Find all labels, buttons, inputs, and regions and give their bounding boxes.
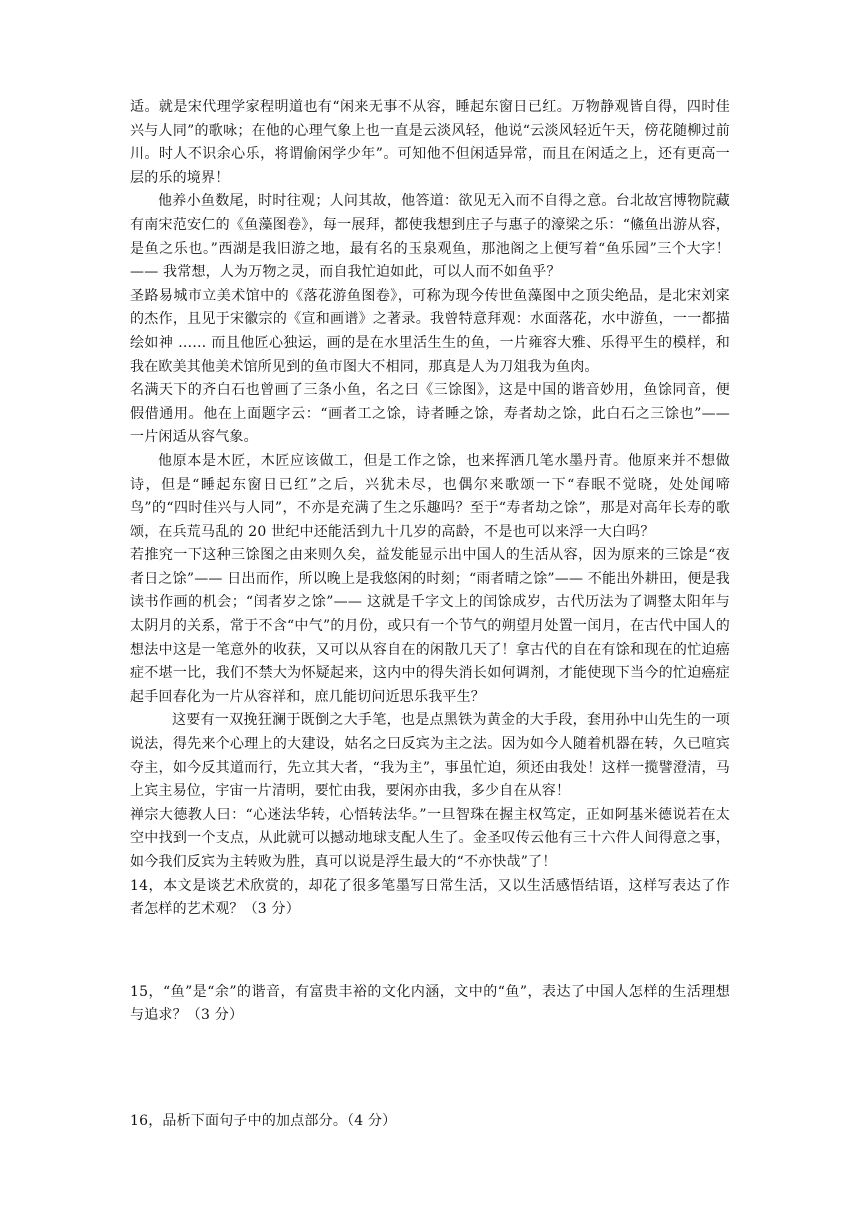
paragraph-6: 若推究一下这种三馀图之由来则久矣，益发能显示出中国人的生活从容，因为原来的三馀是“夜者日之馀”—— 日出而作，所以晚上是我悠闲的时刻；“雨者晴之馀”—— 不能出外耕田，便是我读书作画的机会；“闰者岁之馀”—— 这就是千字文上的闰馀成岁，古代历法为了调整太阳年与太阴月的关系，常于不含“中气”的月份，或只有一个节气的朔望月处置一闰月，在古代中国人的想法中这是一笔意外的收获，又可以从容自在的闲散几天了！拿古代的自在有馀和现在的忙迫癌症不堪一比，我们不禁大为怀疑起来，这内中的得失消长如何调剂，才能使现下当今的忙迫癌症起手回春化为一片从容祥和，庶几能切问近思乐我平生？: [130, 547, 730, 705]
question-14: 14，本文是谈艺术欣赏的，却花了很多笔墨写日常生活，又以生活感悟结语，这样写表达了作者怎样的艺术观？（3 分）: [130, 877, 730, 918]
paragraph-5: 他原本是木匠，木匠应该做工，但是工作之馀，也来挥洒几笔水墨丹青。他原来并不想做诗，但是“睡起东窗日已红”之后，兴犹未尽，也偶尔来歌颂一下“春眠不觉晓，处处闻啼鸟”的“四时佳兴与人同”，不亦是充满了生之乐趣吗？至于“寿者劫之馀”，那是对高年长寿的歌颂，在兵荒马乱的 20 世纪中还能活到九十几岁的高龄，不是也可以来浮一大白吗？: [130, 452, 730, 540]
paragraph-2: 他养小鱼数尾，时时往观；人问其故，他答道：欲见无入而不自得之意。台北故宫博物院藏有南宋范安仁的《鱼藻图卷》，每一展拜，都使我想到庄子与惠子的濠梁之乐：“鯈鱼出游从容，是鱼之乐也。”西湖是我旧游之地，最有名的玉泉观鱼，那池阁之上便写着“鱼乐园”三个大字！—— 我常想，人为万物之灵，而自我忙迫如此，可以人而不如鱼乎？: [130, 193, 730, 281]
paragraph-1: 适。就是宋代理学家程明道也有“闲来无事不从容，睡起东窗日已红。万物静观皆自得，四时佳兴与人同”的歌咏；在他的心理气象上也一直是云淡风轻，他说“云淡风轻近午天，傍花随柳过前川。时人不识余心乐，将谓偷闲学少年”。可知他不但闲适异常，而且在闲适之上，还有更高一层的乐的境界！: [130, 99, 730, 186]
paragraph-8: 禅宗大德教人曰：“心迷法华转，心悟转法华。”一旦智珠在握主权笃定，正如阿基米德说若在太空中找到一个支点，从此就可以撼动地球支配人生了。金圣叹传云他有三十六件人间得意之事，如今我们反宾为主转败为胜，真可以说是浮生最大的“不亦快哉”了！: [130, 806, 730, 870]
answer-space-15: [130, 1028, 730, 1110]
question-16: 16，品析下面句子中的加点部分。（4 分）: [130, 1112, 397, 1129]
paragraph-3: 圣路易城市立美术馆中的《落花游鱼图卷》，可称为现今传世鱼藻图中之顶尖绝品，是北宋刘寀的杰作，且见于宋徽宗的《宣和画谱》之著录。我曾特意拜观：水面落花，水中游鱼，一一都描绘如神 …… 而且他匠心独运，画的是在水里活生生的鱼，一片雍容大雅、乐得平生的模样，和我在欧美其他美术馆所见到的鱼市图大不相同，那真是人为刀俎我为鱼肉。: [130, 287, 730, 375]
question-15: 15，“鱼”是“余”的谐音，有富贵丰裕的文化内涵，文中的“鱼”，表达了中国人怎样的生活理想与追求？（3 分）: [130, 983, 730, 1024]
paragraph-7: 这要有一双挽狂澜于既倒之大手笔，也是点黑铁为黄金的大手段，套用孙中山先生的一项说法，得先来个心理上的大建设，姑名之曰反宾为主之法。因为如今人随着机器在转，久已喧宾夺主，如今反其道而行，先立其大者，“我为主”，事虽忙迫，须还由我处！这样一揽譬澄清，马上宾主易位，宇宙一片清明，要忙由我，要闲亦由我，多少自在从容！: [130, 712, 730, 800]
answer-space-14: [130, 922, 730, 981]
document-page: [130, 96, 730, 1134]
paragraph-4: 名满天下的齐白石也曾画了三条小鱼，名之曰《三馀图》，这是中国的谐音妙用，鱼馀同音，便假借通用。他在上面题字云：“画者工之馀，诗者睡之馀，寿者劫之馀，此白石之三馀也”—— 一片闲适从容气象。: [130, 382, 730, 446]
